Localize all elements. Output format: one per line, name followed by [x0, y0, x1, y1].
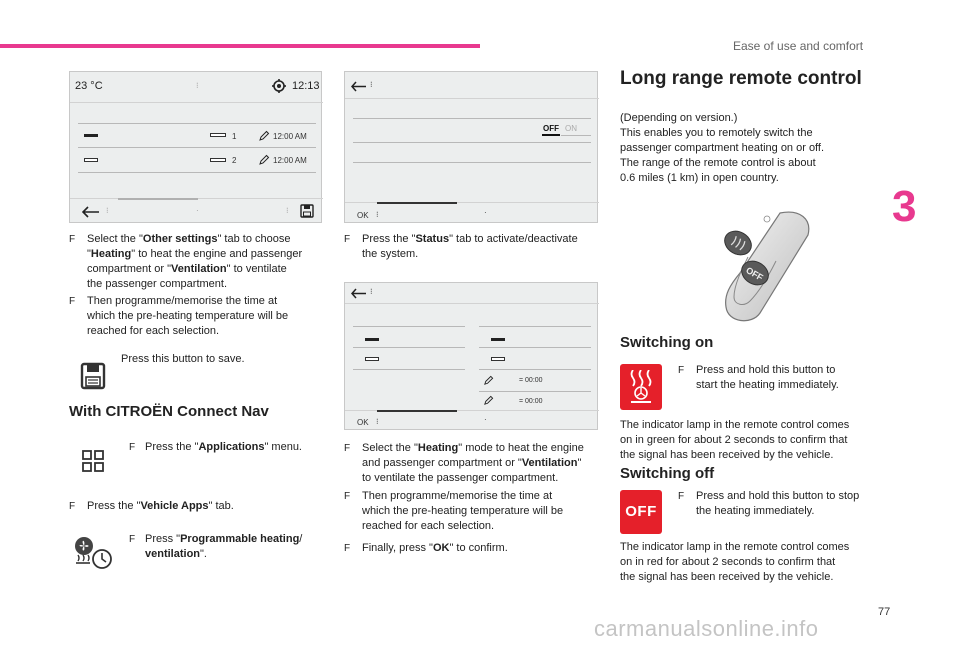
- divider-dots: ⁝: [196, 81, 199, 90]
- save-icon[interactable]: [300, 204, 314, 218]
- separator: [345, 303, 599, 304]
- back-arrow-icon[interactable]: [351, 288, 367, 299]
- heating-on-icon: [628, 370, 654, 404]
- bullet-marker: F: [69, 234, 76, 245]
- screen-heating-mode: [344, 282, 598, 430]
- page-number: 77: [878, 606, 891, 618]
- ventilation-label-bar[interactable]: [491, 338, 505, 341]
- divider-dots: ⁝: [376, 210, 379, 219]
- switching-off-title: Switching off: [620, 465, 715, 482]
- chapter-number: 3: [892, 182, 917, 231]
- row-label-bar: [84, 134, 98, 137]
- separator: [353, 142, 591, 143]
- ventilation-option[interactable]: [491, 357, 505, 361]
- time-value[interactable]: = 00:00: [519, 398, 543, 405]
- heating-label-bar[interactable]: [365, 338, 379, 341]
- ok-button[interactable]: OK: [357, 211, 369, 220]
- screen-other-settings: [69, 71, 322, 223]
- switch-on-instruction: Press and hold this button to start the heating immediately.: [696, 364, 839, 391]
- separator: [353, 118, 591, 119]
- instruction-heating-mode: Select the "Heating" mode to heat the engine and passenger compartment or "Ventilation" to ventilate the passenger compartment.: [362, 442, 584, 484]
- separator: [78, 123, 316, 124]
- switch-off-instruction: Press and hold this button to stop the heating immediately.: [696, 490, 860, 517]
- bullet-marker: F: [344, 234, 351, 245]
- instruction-programme-time: Then programme/memorise the time at which the pre-heating temperature will be reached for each selection.: [87, 295, 289, 337]
- heating-off-button: [620, 490, 662, 534]
- connect-nav-title: With CITROËN Connect Nav: [69, 403, 269, 420]
- row-index: 1: [232, 132, 237, 141]
- pencil-icon[interactable]: [483, 395, 494, 406]
- separator: [561, 135, 591, 136]
- bullet-marker: F: [344, 443, 351, 454]
- separator: [78, 172, 316, 173]
- save-instruction: Press this button to save.: [121, 353, 245, 365]
- pencil-icon[interactable]: [258, 130, 270, 142]
- pencil-icon[interactable]: [483, 375, 494, 386]
- row-label-bar: [84, 158, 98, 162]
- divider-dots: ·: [484, 415, 487, 424]
- remote-control-intro: (Depending on version.) This enables you to remotely switch the passenger compartment heating on or off. The range of the remote control is about 0.6 miles (1 km) in open country.: [620, 112, 825, 184]
- row-time[interactable]: 12:00 AM: [273, 132, 307, 141]
- remote-control-image: [720, 205, 815, 325]
- pencil-icon[interactable]: [258, 154, 270, 166]
- remote-control-title: Long range remote control: [620, 68, 862, 89]
- separator: [353, 162, 591, 163]
- heating-on-button: [620, 364, 662, 410]
- time-value[interactable]: = 00:00: [519, 377, 543, 384]
- menu-dots-icon[interactable]: ⁝: [370, 80, 373, 89]
- save-icon: [80, 362, 106, 390]
- row-index: 2: [232, 156, 237, 165]
- divider-dots: ·: [196, 206, 199, 215]
- screen-status: [344, 71, 598, 223]
- row-time[interactable]: 12:00 AM: [273, 156, 307, 165]
- menu-dots-icon[interactable]: ⁝: [370, 287, 373, 296]
- gear-icon: [272, 79, 286, 93]
- bullet-marker: F: [69, 501, 76, 512]
- separator: [353, 347, 465, 348]
- temperature-readout: 23 °C: [75, 80, 103, 92]
- bullet-marker: F: [344, 491, 351, 502]
- switching-on-title: Switching on: [620, 334, 714, 351]
- header-accent-bar: [0, 44, 480, 48]
- separator: [479, 391, 591, 392]
- instruction-programmable: Press "Programmable heating/ ventilation".: [145, 533, 303, 560]
- bullet-marker: F: [344, 543, 351, 554]
- instruction-other-settings: Select the "Other settings" tab to choose "Heating" to heat the engine and passenger compartment or "Ventilation" to ventilate the passenger compartment.: [87, 233, 303, 290]
- bullet-marker: F: [678, 365, 685, 376]
- separator: [479, 369, 591, 370]
- active-tab-indicator: [377, 202, 457, 204]
- bullet-marker: F: [129, 442, 136, 453]
- instruction-ok: Finally, press "OK" to confirm.: [362, 542, 508, 554]
- toggle-off-label[interactable]: OFF: [543, 124, 559, 133]
- toggle-on-label[interactable]: ON: [565, 124, 577, 133]
- instruction-status: Press the "Status" tab to activate/deactivate the system.: [362, 233, 578, 260]
- ok-button[interactable]: OK: [357, 418, 369, 427]
- remote-off-label: OFF: [744, 265, 765, 283]
- separator: [479, 347, 591, 348]
- separator: [353, 369, 465, 370]
- bullet-marker: F: [678, 491, 685, 502]
- separator: [479, 326, 591, 327]
- programmable-heating-icon: [74, 535, 114, 571]
- applications-icon: [82, 450, 104, 472]
- back-arrow-icon[interactable]: [351, 81, 367, 92]
- back-arrow-icon[interactable]: [82, 206, 100, 218]
- separator: [345, 98, 599, 99]
- watermark: carmanualsonline.info: [594, 616, 819, 641]
- divider-dots: ⁝: [106, 206, 109, 215]
- divider-dots: ·: [484, 208, 487, 217]
- toggle-active-underline: [542, 134, 560, 136]
- heating-option[interactable]: [365, 357, 379, 361]
- instruction-programme-time: Then programme/memorise the time at which the pre-heating temperature will be reached for each selection.: [362, 490, 564, 532]
- active-tab-indicator: [377, 410, 457, 412]
- row-toggle[interactable]: [210, 133, 226, 137]
- separator: [78, 147, 316, 148]
- active-tab-indicator: [118, 198, 198, 200]
- clock-readout: 12:13: [292, 80, 320, 92]
- bullet-marker: F: [129, 534, 136, 545]
- switch-off-note: The indicator lamp in the remote control comes on in red for about 2 seconds to confirm that the signal has been received by the vehicle.: [620, 541, 850, 583]
- separator: [353, 326, 465, 327]
- bullet-marker: F: [69, 296, 76, 307]
- section-title: Ease of use and comfort: [733, 39, 864, 53]
- separator: [70, 102, 323, 103]
- row-toggle[interactable]: [210, 158, 226, 162]
- instruction-vehicle-apps: Press the "Vehicle Apps" tab.: [87, 500, 234, 512]
- divider-dots: ⁝: [286, 206, 289, 215]
- divider-dots: ⁝: [376, 417, 379, 426]
- off-button-label: OFF: [625, 503, 657, 520]
- instruction-applications: Press the "Applications" menu.: [145, 441, 302, 453]
- switch-on-note: The indicator lamp in the remote control comes on in green for about 2 seconds to confirm that the signal has been received by the vehicle.: [620, 419, 850, 461]
